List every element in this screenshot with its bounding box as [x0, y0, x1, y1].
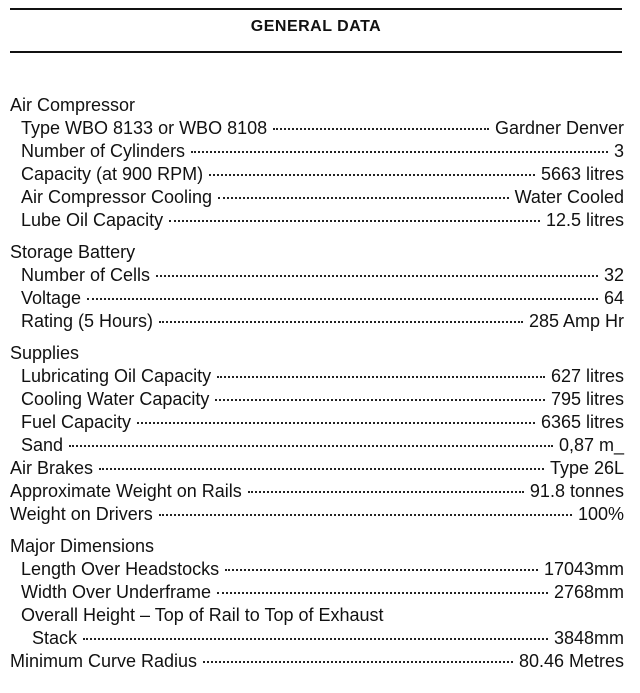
spec-label: Capacity (at 900 RPM)	[21, 164, 204, 184]
dot-leader	[203, 661, 513, 663]
spec-row	[0, 650, 640, 673]
dot-leader	[87, 298, 598, 300]
dot-leader	[218, 197, 509, 199]
spec-label: Length Over Headstocks	[21, 559, 220, 579]
dot-leader	[217, 592, 548, 594]
spec-value: 64	[603, 288, 624, 308]
spec-value: 91.8 tonnes	[529, 481, 624, 501]
spec-row	[0, 117, 640, 140]
dot-leader	[225, 569, 538, 571]
page-title: GENERAL DATA	[250, 18, 382, 35]
dot-leader	[209, 174, 535, 176]
spec-row	[0, 388, 640, 411]
spec-value: 3848mm	[553, 628, 624, 648]
dot-leader	[159, 321, 523, 323]
spec-row	[0, 434, 640, 457]
section-major-dimensions	[0, 535, 640, 673]
spec-label: Voltage	[21, 288, 82, 308]
dot-leader	[217, 376, 545, 378]
spec-label: Fuel Capacity	[21, 412, 132, 432]
header-top-rule	[10, 8, 622, 10]
header-bottom-rule	[10, 51, 622, 53]
spec-row	[0, 558, 640, 581]
spec-row	[0, 581, 640, 604]
spec-row	[0, 163, 640, 186]
spec-value: 627 litres	[550, 366, 624, 386]
spec-row	[0, 627, 640, 650]
spec-value: 3	[613, 141, 624, 161]
section-heading: Major Dimensions	[10, 536, 155, 556]
spec-label: Air Brakes	[10, 458, 94, 478]
spec-label: Approximate Weight on Rails	[10, 481, 242, 501]
spec-row	[0, 503, 640, 526]
spec-value: Water Cooled	[514, 187, 624, 207]
spec-label: Rating (5 Hours)	[21, 311, 154, 331]
spec-value: 100%	[577, 504, 624, 524]
spec-row	[0, 310, 640, 333]
spec-label: Cooling Water Capacity	[21, 389, 210, 409]
section-supplies	[0, 342, 640, 526]
spec-value: 795 litres	[550, 389, 624, 409]
spec-label: Number of Cells	[21, 265, 151, 285]
dot-leader	[191, 151, 608, 153]
section-heading: Storage Battery	[10, 242, 136, 262]
spec-value: 5663 litres	[540, 164, 624, 184]
dot-leader	[215, 399, 545, 401]
spec-list	[0, 94, 640, 682]
spec-label: Air Compressor Cooling	[21, 187, 213, 207]
spec-value: Gardner Denver	[494, 118, 624, 138]
spec-row	[0, 264, 640, 287]
dot-leader	[69, 445, 553, 447]
dot-leader	[169, 220, 540, 222]
spec-row	[0, 209, 640, 232]
spec-label: Type WBO 8133 or WBO 8108	[21, 118, 268, 138]
dot-leader	[137, 422, 535, 424]
spec-label: Lubricating Oil Capacity	[21, 366, 212, 386]
spec-label: Weight on Drivers	[10, 504, 153, 524]
spec-value: 12.5 litres	[545, 210, 624, 230]
section-heading: Air Compressor	[10, 95, 136, 115]
dot-leader	[248, 491, 524, 493]
spec-value: 2768mm	[553, 582, 624, 602]
spec-value: 285 Amp Hr	[528, 311, 624, 331]
spec-value: 0,87 m_	[558, 435, 624, 455]
spec-row	[0, 287, 640, 310]
section-heading: Supplies	[10, 343, 80, 363]
spec-row	[0, 411, 640, 434]
spec-row	[0, 604, 640, 627]
spec-row	[0, 186, 640, 209]
spec-row	[0, 140, 640, 163]
spec-label: Sand	[21, 435, 64, 455]
dot-leader	[273, 128, 489, 130]
spec-value: Type 26L	[549, 458, 624, 478]
spec-row	[0, 457, 640, 480]
spec-label: Lube Oil Capacity	[21, 210, 164, 230]
spec-value: 6365 litres	[540, 412, 624, 432]
spec-row	[0, 480, 640, 503]
spec-label: Number of Cylinders	[21, 141, 186, 161]
section-air-compressor	[0, 94, 640, 232]
dot-leader	[159, 514, 572, 516]
dot-leader	[83, 638, 548, 640]
spec-label: Minimum Curve Radius	[10, 651, 198, 671]
dot-leader	[156, 275, 598, 277]
spec-value: 32	[603, 265, 624, 285]
dot-leader	[99, 468, 544, 470]
spec-label: Stack	[32, 628, 78, 648]
spec-label: Width Over Underframe	[21, 582, 212, 602]
spec-value: 80.46 Metres	[518, 651, 624, 671]
section-storage-battery	[0, 241, 640, 333]
spec-value: 17043mm	[543, 559, 624, 579]
spec-label: Overall Height – Top of Rail to Top of Exhaust	[21, 605, 384, 625]
spec-row	[0, 365, 640, 388]
